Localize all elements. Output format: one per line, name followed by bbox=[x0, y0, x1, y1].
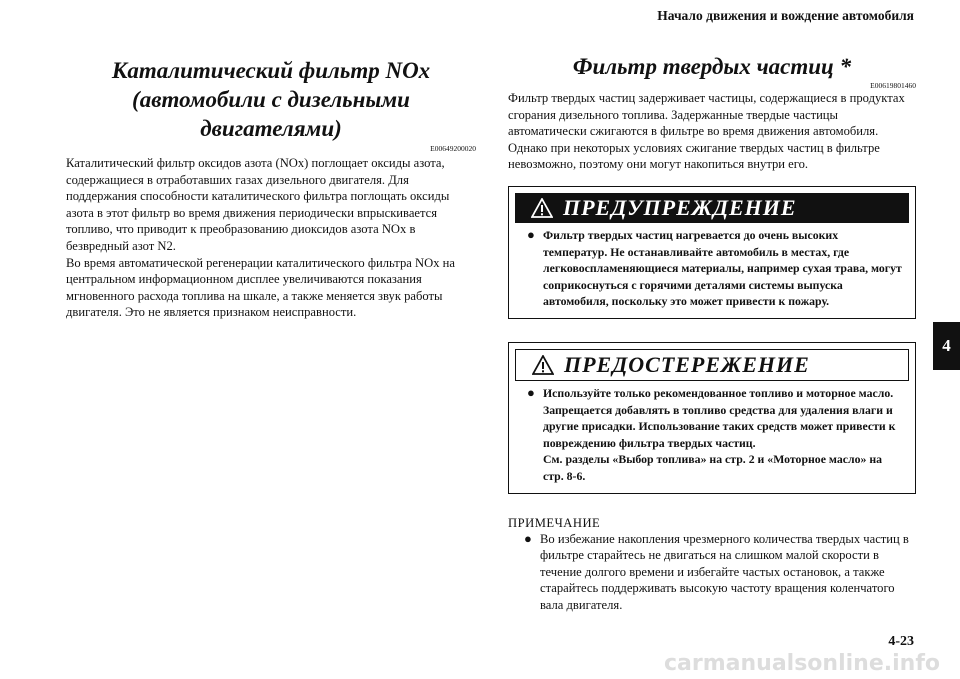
nox-filter-title-line1: Каталитический фильтр NOx bbox=[111, 58, 431, 83]
caution-label: ПРЕДОСТЕРЕЖЕНИЕ bbox=[564, 351, 810, 377]
nox-filter-paragraph: Каталитический фильтр оксидов азота (NOx) поглощает оксиды азота, содержащиеся в отработавших газах дизельного двигателя. Для поддержания способности каталитического фильтра поглощать оксиды азота в этот фильтр во время движения периодически впрыскивается топливо, что приводит к преобразованию диоксидов азота NOx в безвредный азот N2. Во время автоматической регенерации каталитического фильтра NOx на центральном информационном дисплее увеличиваются показания мгновенного расхода топлива на шкале, а также меняется звук работы двигателя. Это не является признаком неисправности. bbox=[66, 156, 455, 320]
caution-text: Используйте только рекомендованное топливо и моторное масло. Запрещается добавлять в топливо средства для удаления влаги и другие присадки. Использование таких средств может привести к повреждению фильтра твердых частиц. См. разделы «Выбор топлива» на стр. 2 и «Моторное масло» на стр. 8-6. bbox=[543, 385, 896, 483]
dpf-paragraph: Фильтр твердых частиц задерживает частицы, содержащиеся в продуктах сгорания дизельного топлива. Задержанные твердые частицы автоматически сжигаются в фильтре во время движения автомобиля. Однако при некоторых условиях сжигание твердых частиц в фильтре невозможно, поэтому они могут накопиться внутри его. bbox=[508, 91, 905, 172]
warning-triangle-icon bbox=[532, 355, 554, 375]
dpf-code: E00619801460 bbox=[870, 81, 916, 90]
dpf-title: Фильтр твердых частиц * bbox=[572, 54, 852, 79]
note-item bbox=[508, 531, 916, 614]
left-column bbox=[66, 56, 476, 321]
nox-filter-title-line2: (автомобили с дизельными двигателями) bbox=[132, 87, 410, 141]
caution-header bbox=[515, 349, 909, 381]
chapter-title: Начало движения и вождение автомобиля bbox=[657, 8, 914, 23]
warning-text: Фильтр твердых частиц нагревается до очень высоких температур. Не останавливайте автомобиль в местах, где легковоспламеняющиеся материалы, например сухая трава, могут соприкоснуться с горячими деталями системы выпуска автомобиля, поскольку это может привести к пожару. bbox=[543, 227, 902, 309]
warning-header bbox=[515, 193, 909, 223]
right-column bbox=[508, 52, 916, 613]
nox-filter-code: E00649200020 bbox=[430, 144, 476, 153]
warning-item bbox=[509, 223, 915, 314]
chapter-tab[interactable]: 4 bbox=[933, 322, 960, 370]
warning-box bbox=[508, 186, 916, 319]
warning-label: ПРЕДУПРЕЖДЕНИЕ bbox=[563, 194, 797, 220]
page-number: 4-23 bbox=[888, 634, 914, 649]
caution-box bbox=[508, 342, 916, 494]
bullet-icon: ● bbox=[527, 384, 535, 400]
note-text: Во избежание накопления чрезмерного количества твердых частиц в фильтре старайтесь не двигаться на слишком малой скорости в течение долгого времени и избегайте частых остановок, а также старайтесь поддерживать высокую частоту вращения коленчатого вала двигателя. bbox=[540, 531, 909, 612]
caution-item bbox=[509, 381, 915, 489]
watermark: carmanualsonline.info bbox=[664, 651, 940, 676]
bullet-icon: ● bbox=[527, 226, 535, 242]
note-label: ПРИМЕЧАНИЕ bbox=[508, 515, 601, 530]
bullet-icon: ● bbox=[524, 530, 532, 546]
nox-filter-title bbox=[66, 56, 476, 143]
warning-triangle-icon bbox=[531, 198, 553, 218]
